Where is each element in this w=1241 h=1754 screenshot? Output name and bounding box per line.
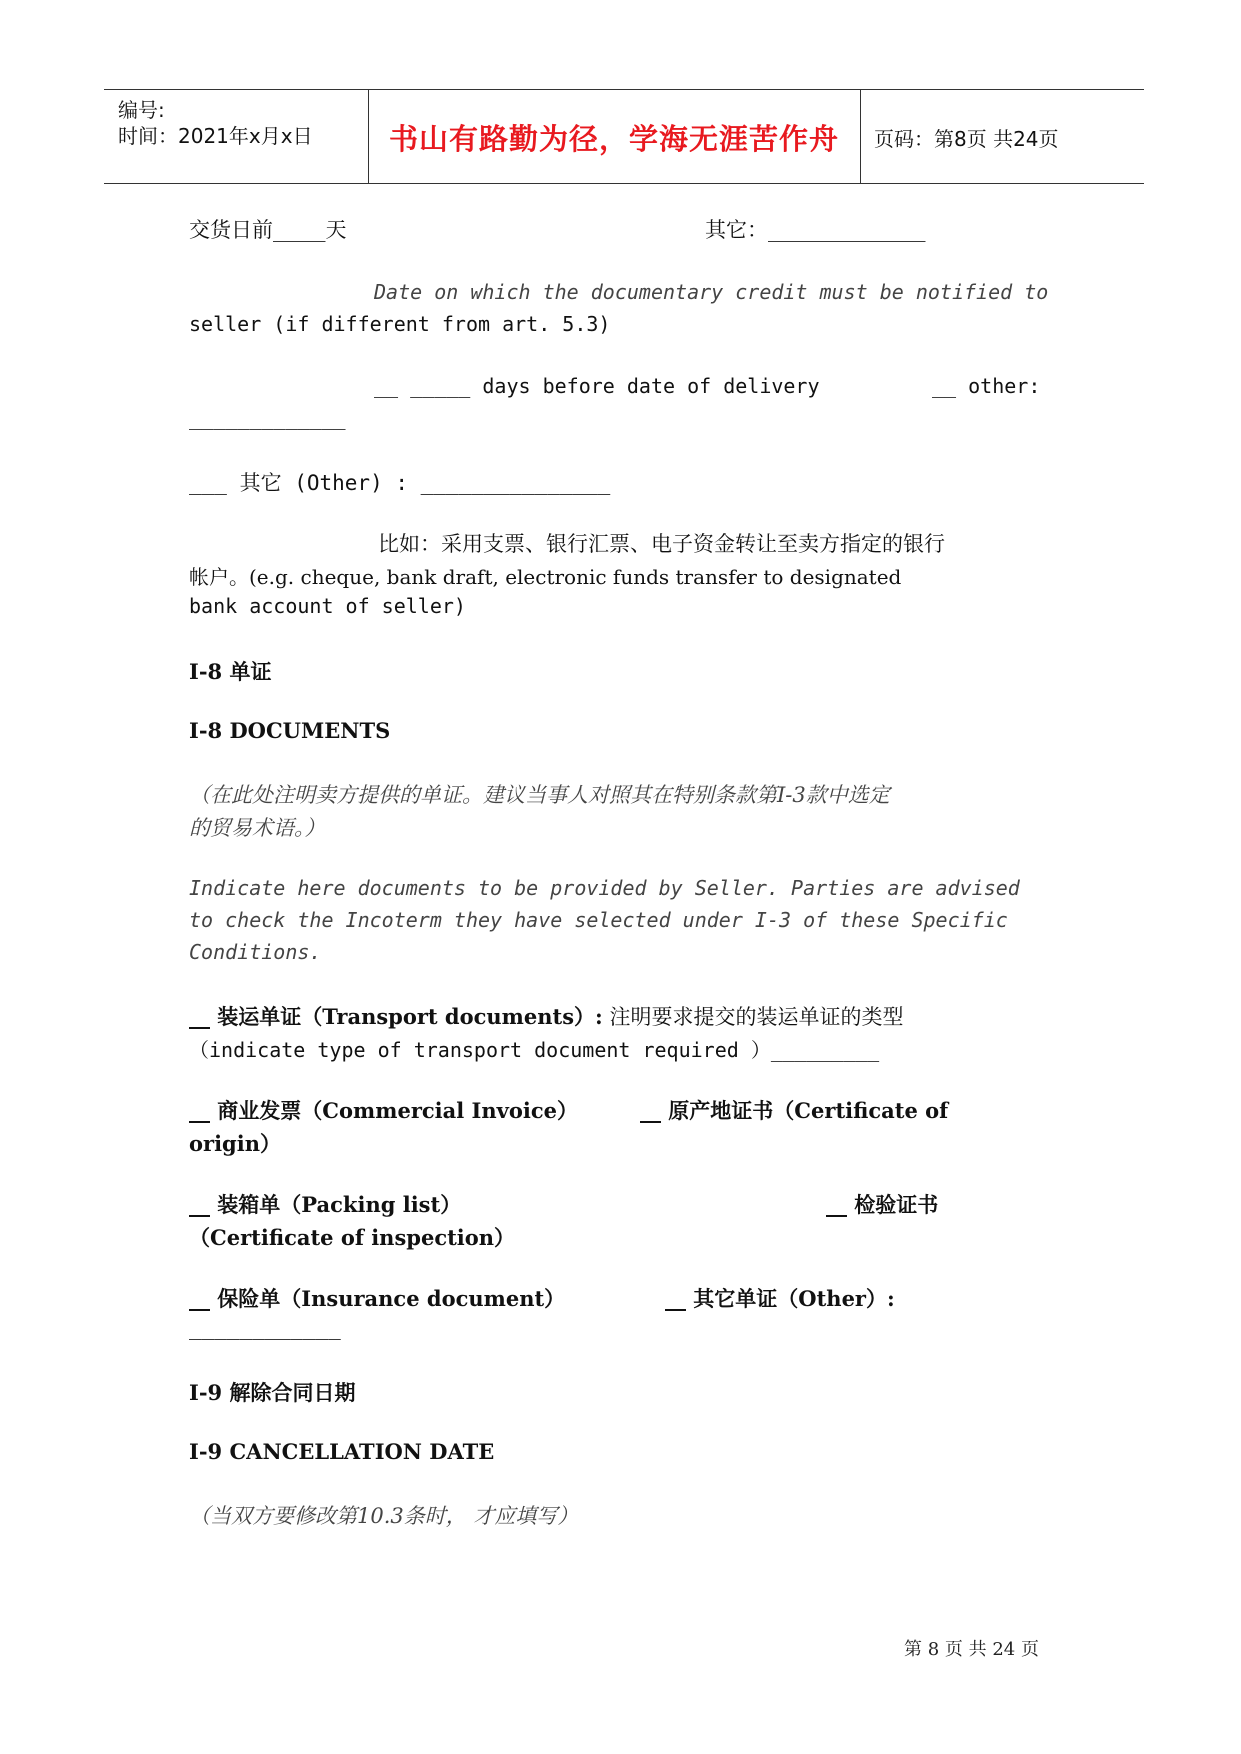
commercial-invoice-option: __ 商业发票（Commercial Invoice）	[189, 1098, 578, 1123]
time-line: 时间：2021年x月x日	[118, 124, 313, 148]
documents-note-en-1: Indicate here documents to be provided by Seller. Parties are advised	[189, 876, 1020, 900]
delivery-days-line: 交货日前_____天	[189, 218, 347, 242]
example-line-3: bank account of seller)	[189, 594, 466, 618]
section-i8-cn: I-8 单证	[189, 659, 272, 684]
documents-note-en-2: to check the Incoterm they have selected under I-3 of these Specific	[189, 908, 1008, 932]
blank-line: _____________	[189, 406, 346, 430]
delivery-other-line: 其它：_______________	[705, 218, 926, 242]
transport-documents-line	[189, 1001, 904, 1031]
section-i9-cn: I-9 解除合同日期	[189, 1380, 356, 1405]
example-line-2: 帐户。(e.g. cheque, bank draft, electronic funds transfer to designated	[189, 565, 902, 589]
page-info: 页码：第8页 共24页	[874, 127, 1059, 151]
transport-documents-desc: 注明要求提交的装运单证的类型	[602, 1005, 904, 1029]
insurance-document-option: __ 保险单（Insurance document）	[189, 1286, 566, 1311]
other-option: __ other:	[932, 374, 1041, 398]
inspection-certificate-option: __ 检验证书	[826, 1192, 939, 1217]
packing-list-option: __ 装箱单（Packing list）	[189, 1192, 462, 1217]
certificate-origin-cont: origin）	[189, 1131, 281, 1156]
documents-note-cn-1: （在此处注明卖方提供的单证。建议当事人对照其在特别条款第I-3款中选定	[189, 783, 890, 807]
header-motto-cell	[368, 90, 861, 183]
header-page-cell	[860, 90, 1144, 183]
documents-note-en-3: Conditions.	[189, 940, 322, 964]
certificate-origin-option: __ 原产地证书（Certificate of	[640, 1098, 949, 1123]
credit-notify-line-2: seller (if different from art. 5.3)	[189, 312, 611, 336]
code-label: 编号:	[118, 98, 165, 122]
inspection-certificate-cont: （Certificate of inspection）	[189, 1225, 516, 1250]
other-payment-line: ___ 其它 (Other) : _______________	[189, 471, 611, 495]
page-header	[104, 89, 1144, 184]
documents-note-cn-2: 的贸易术语。）	[189, 816, 326, 840]
other-documents-option: __ 其它单证（Other）:	[665, 1286, 895, 1311]
motto: 书山有路勤为径，学海无涯苦作舟	[388, 122, 839, 156]
section-i8-en: I-8 DOCUMENTS	[189, 718, 391, 743]
days-before-delivery: __ _____ days before date of delivery	[374, 374, 820, 398]
cancellation-note: （当双方要修改第10.3条时， 才应填写）	[189, 1504, 579, 1528]
transport-documents-label: __ 装运单证（Transport documents）:	[189, 1004, 603, 1029]
credit-notify-line: Date on which the documentary credit must be notified to	[374, 280, 1049, 304]
example-line-1: 比如：采用支票、银行汇票、电子资金转让至卖方指定的银行	[378, 532, 945, 556]
section-i9-en: I-9 CANCELLATION DATE	[189, 1439, 495, 1464]
header-meta-cell	[104, 90, 369, 183]
transport-documents-note: （indicate type of transport document required ）_________	[189, 1038, 880, 1062]
page-footer: 第 8 页 共 24 页	[904, 1639, 1039, 1660]
other-documents-blank: ____________	[189, 1316, 341, 1340]
